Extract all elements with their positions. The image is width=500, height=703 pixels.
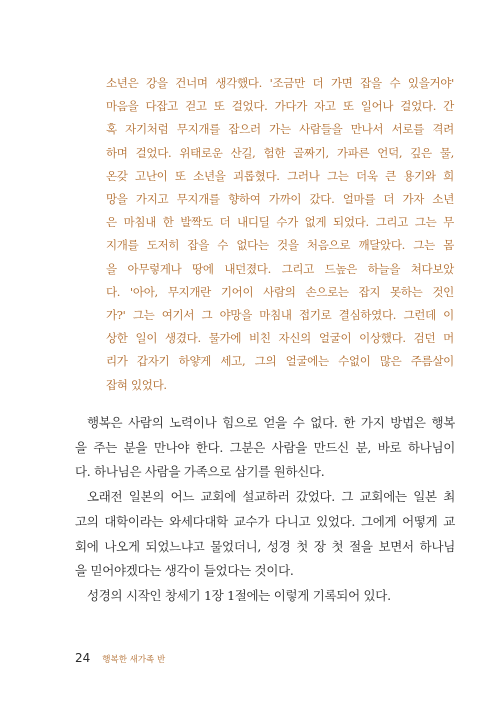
page-number: 24: [75, 651, 91, 665]
quote-line: 온갖 고난이 또 소년을 괴롭혔다. 그러나 그는 더욱 큰 용기와 희: [106, 168, 454, 183]
quote-line: 망을 가지고 무지개를 향하여 가까이 갔다. 얼마를 더 가자 소년: [106, 192, 454, 207]
quote-passage: [106, 72, 454, 397]
quote-line: 하며 걸었다. 위태로운 산길, 험한 골짜기, 가파른 언덕, 깊은 물,: [106, 145, 454, 160]
quote-line: 상한 일이 생겼다. 물가에 비친 자신의 얼굴이 이상했다. 검던 머: [106, 331, 454, 346]
quote-line: 지개를 도저히 잡을 수 없다는 것을 처음으로 깨달았다. 그는 몸: [106, 238, 454, 253]
page-footer: [75, 651, 165, 665]
quote-line: 잡혀 있었다.: [106, 377, 167, 392]
body-line: 행복은 사람의 노력이나 힘으로 얻을 수 없다. 한 가지 방법은 행복: [87, 415, 455, 430]
body-line: 성경의 시작인 창세기 1장 1절에는 이렇게 기록되어 있다.: [87, 587, 391, 603]
body-line: 회에 나오게 되었느냐고 물었더니, 성경 첫 장 첫 절을 보면서 하나님: [75, 538, 455, 554]
running-title: 행복한 새가족 반: [102, 655, 166, 665]
body-line: 다. 하나님은 사람을 가족으로 삼기를 원하신다.: [75, 464, 325, 480]
quote-line: 소년은 강을 건너며 생각했다. '조금만 더 가면 잡을 수 있을거야': [106, 76, 454, 90]
quote-line: 가?' 그는 여기서 그 야망을 마침내 접기로 결심하였다. 그런데 이: [106, 308, 454, 323]
body-line: 오래전 일본의 어느 교회에 설교하러 갔었다. 그 교회에는 일본 최: [87, 489, 455, 505]
quote-line: 을 아무렇게나 땅에 내던졌다. 그리고 드높은 하늘을 쳐다보았: [106, 261, 454, 276]
quote-line: 은 마침내 한 발짝도 더 내디딜 수가 없게 되었다. 그리고 그는 무: [106, 215, 454, 230]
body-line: 고의 대학이라는 와세다대학 교수가 다니고 있었다. 그에게 어떻게 교: [75, 513, 455, 529]
body-passage: [75, 411, 455, 609]
quote-line: 다. '아아, 무지개란 기어이 사람의 손으로는 잡지 못하는 것인: [106, 284, 454, 299]
quote-line: 리가 갑자기 하얗게 세고, 그의 얼굴에는 수없이 많은 주름살이: [106, 354, 454, 369]
body-line: 을 주는 분을 만나야 한다. 그분은 사람을 만드신 분, 바로 하나님이: [75, 439, 455, 455]
body-line: 을 믿어야겠다는 생각이 들었다는 것이다.: [75, 563, 294, 579]
quote-line: 마음을 다잡고 걷고 또 걸었다. 가다가 자고 또 일어나 걸었다. 간: [106, 99, 454, 114]
quote-line: 혹 자기처럼 무지개를 잡으러 가는 사람들을 만나서 서로를 격려: [106, 122, 454, 137]
